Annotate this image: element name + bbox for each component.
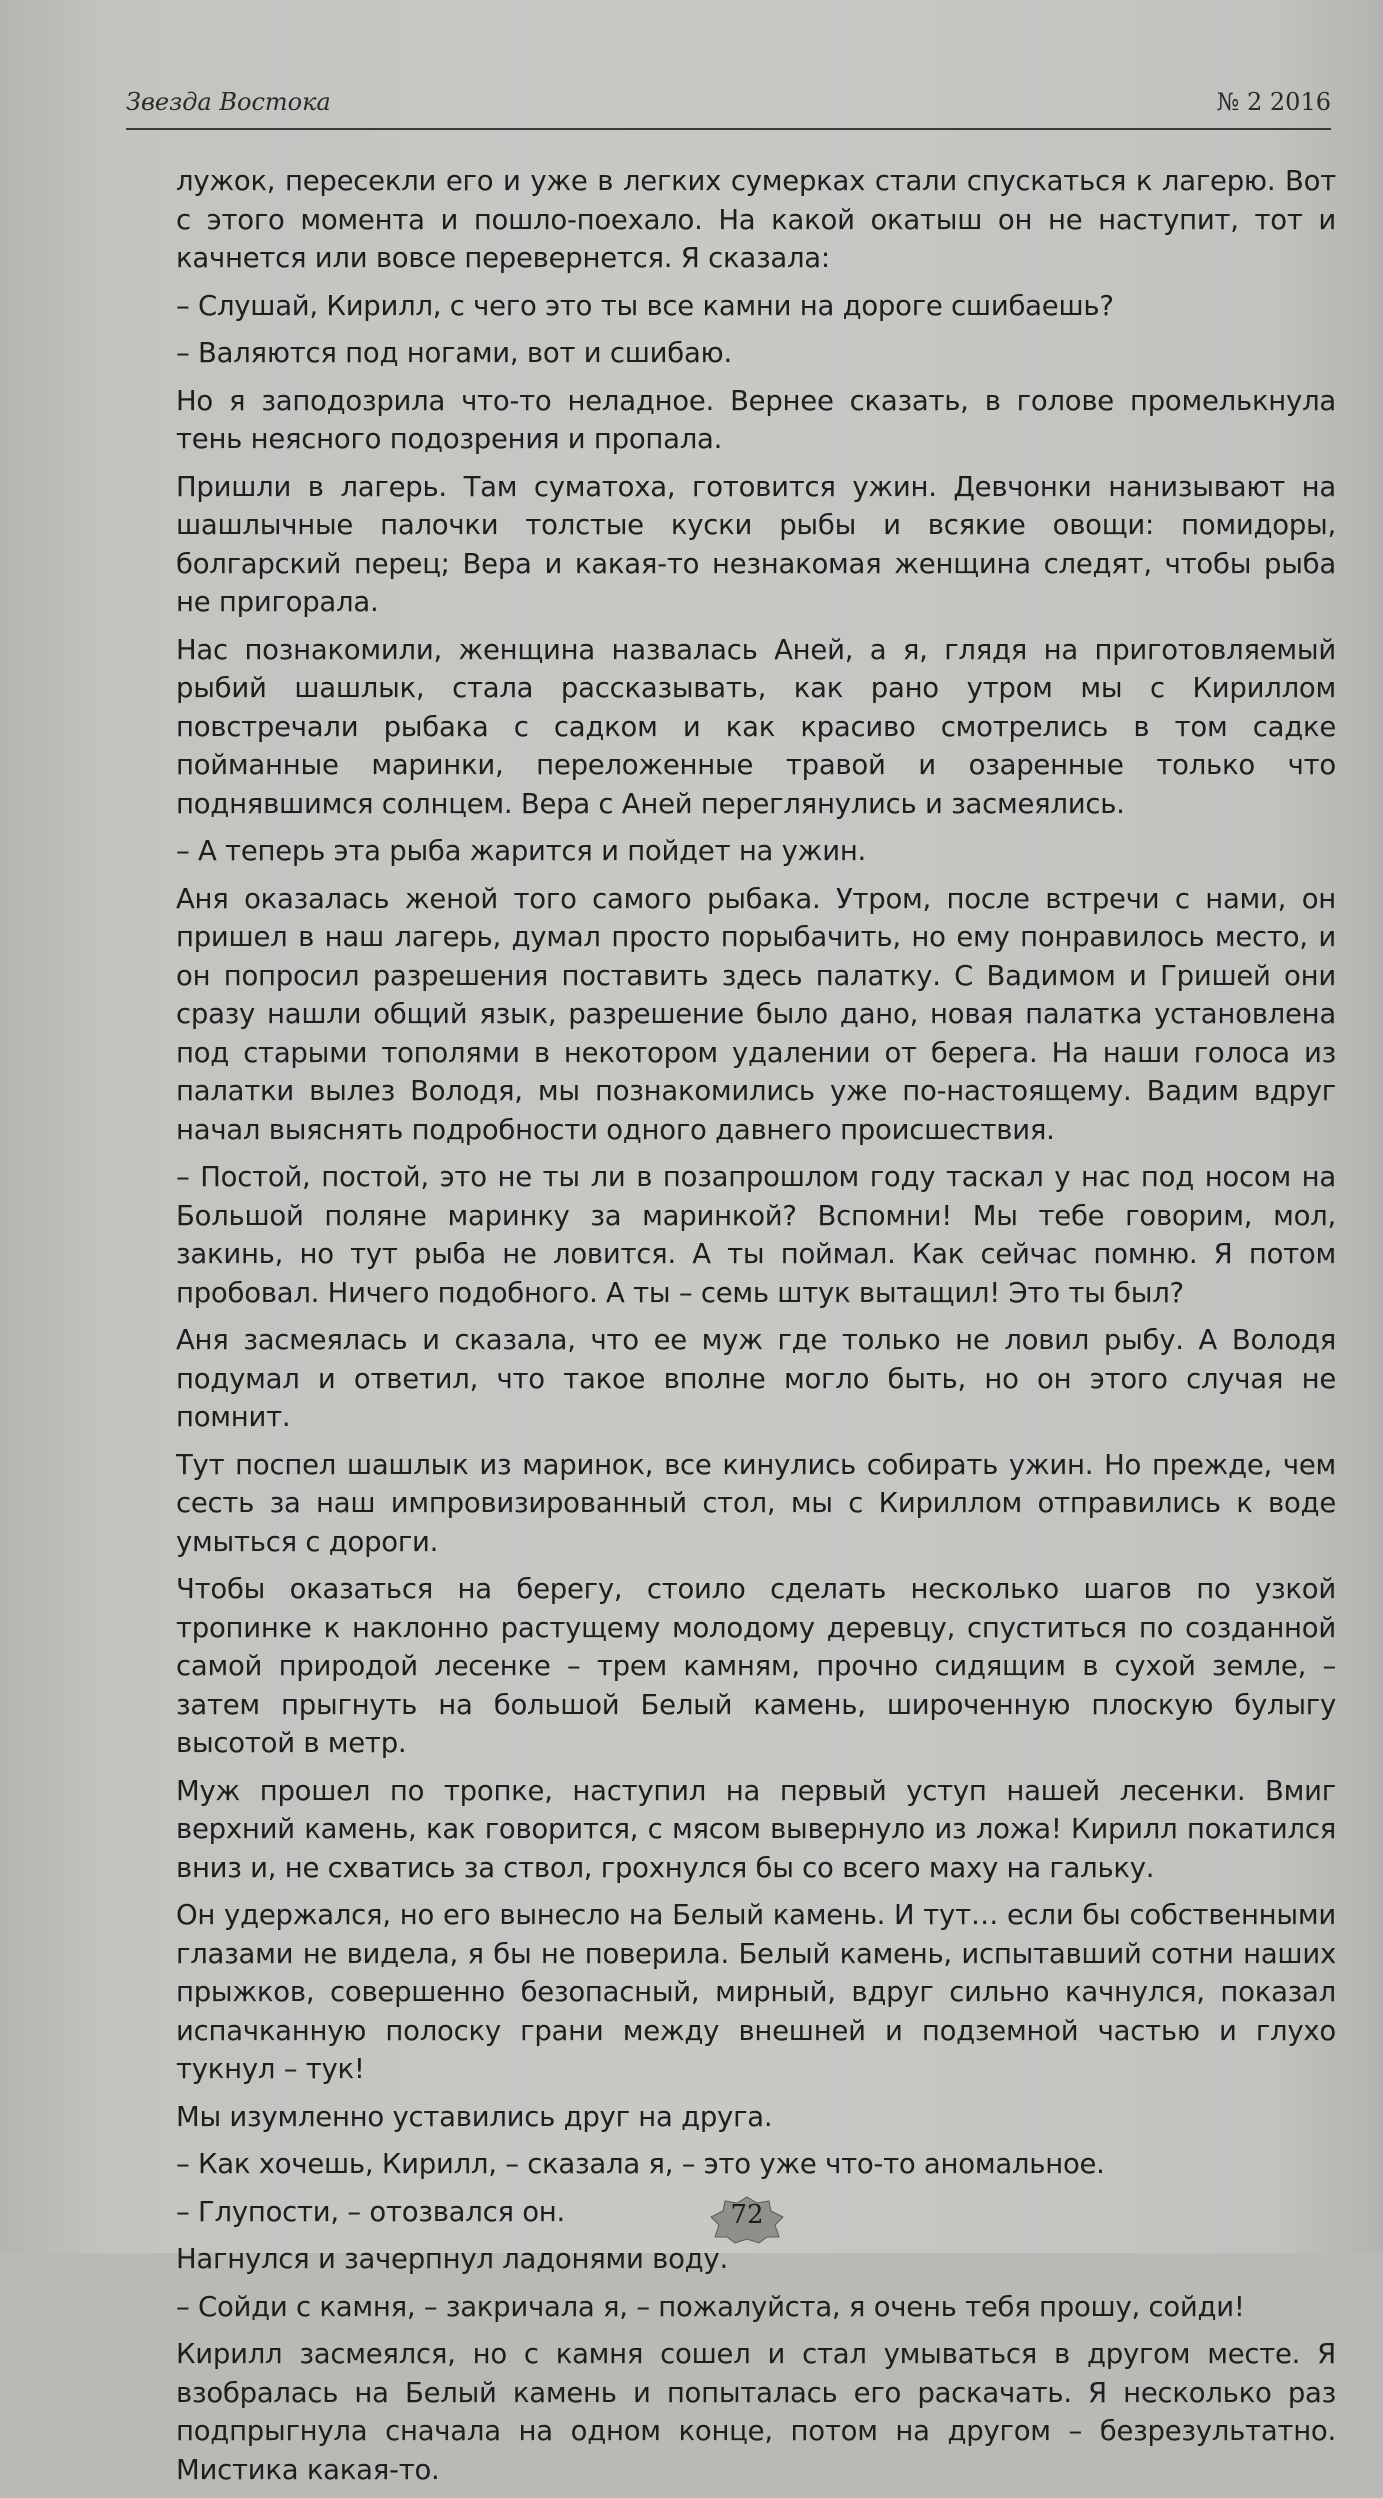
paragraph: Аня оказалась женой того самого рыбака. Утром, после встречи с нами, он пришел в наш лагерь, думал просто порыбачить, но ему понравилось место, и он попросил разрешения поставить здесь палатку. С Вадимом и Гришей они сразу нашли общий язык, разрешение было дано, новая палатка установлена под старыми тополями в некотором удалении от берега. На наши голоса из палатки вылез Володя, мы познакомились уже по-настоящему. Вадим вдруг начал выяснять подробности одного давнего происшествия.	[176, 882, 1336, 1146]
paragraph: Он удержался, но его вынесло на Белый камень. И тут… если бы собственными глазами не видела, я бы не поверила. Белый камень, испытавший сотни наших прыжков, совершенно безопасный, мирный, вдруг сильно качнулся, показал испачканную полоску грани между внешней и подземной частью и глухо тукнул – тук!	[176, 1899, 1336, 2085]
paragraph: Тут поспел шашлык из маринок, все кинулись собирать ужин. Но прежде, чем сесть за наш импровизированный стол, мы с Кириллом отправились к воде умыться с дороги.	[176, 1448, 1336, 1558]
article-body	[176, 162, 1336, 2498]
paragraph: – Постой, постой, это не ты ли в позапрошлом году таскал у нас под носом на Большой поляне маринку за маринкой? Вспомни! Мы тебе говорим, мол, закинь, но тут рыба не ловится. А ты поймал. Как сейчас помню. Я потом пробовал. Ничего подобного. А ты – семь штук вытащил! Это ты был?	[176, 1161, 1336, 1309]
journal-title: Звезда Востока	[126, 88, 331, 116]
paragraph: Муж прошел по тропке, наступил на первый уступ нашей лесенки. Вмиг верхний камень, как говорится, с мясом вывернуло из ложа! Кирилл покатился вниз и, не схватись за ствол, грохнулся бы со всего маху на гальку.	[176, 1774, 1336, 1884]
issue-number: № 2 2016	[1216, 88, 1331, 116]
paragraph: – А теперь эта рыба жарится и пойдет на ужин.	[176, 835, 867, 867]
paragraph: Но я заподозрила что-то неладное. Вернее сказать, в голове промелькнула тень неясного подозрения и пропала.	[176, 384, 1336, 455]
paragraph: Чтобы оказаться на берегу, стоило сделать несколько шагов по узкой тропинке к наклонно растущему молодому деревцу, спуститься по созданной самой природой лесенке – трем камням, прочно сидящим в сухой земле, – затем прыгнуть на большой Белый камень, широченную плоскую булыгу высотой в метр.	[176, 1573, 1336, 1759]
paragraph: – Сойди с камня, – закричала я, – пожалуйста, я очень тебя прошу, сойди!	[176, 2290, 1245, 2323]
paragraph: Нас познакомили, женщина назвалась Аней, а я, глядя на приготовляемый рыбий шашлык, стала рассказывать, как рано утром мы с Кириллом повстречали рыбака с садком и как красиво смотрелись в том садке пойманные маринки, переложенные травой и озаренные только что поднявшимся солнцем. Вера с Аней переглянулись и засмеялись.	[176, 633, 1336, 820]
paragraph: Нагнулся и зачерпнул ладонями воду.	[176, 2243, 728, 2275]
header-rule	[126, 128, 1331, 130]
paragraph: Кирилл засмеялся, но с камня сошел и стал умываться в другом месте. Я взобралась на Белый камень и попыталась его раскачать. Я несколько раз подпрыгнула сначала на одном конце, потом на другом – безрезультатно. Мистика какая-то.	[176, 2338, 1336, 2486]
paragraph: – Валяются под ногами, вот и сшибаю.	[176, 337, 732, 369]
paragraph: – Слушай, Кирилл, с чего это ты все камни на дороге сшибаешь?	[176, 289, 1114, 322]
paragraph: Аня засмеялась и сказала, что ее муж где только не ловил рыбу. А Володя подумал и ответил, что такое вполне могло быть, но он этого случая не помнит.	[176, 1324, 1336, 1433]
running-header	[126, 88, 1331, 122]
paragraph: Мы изумленно уставились друг на друга.	[176, 2100, 773, 2133]
paragraph: лужок, пересекли его и уже в легких сумерках стали спускаться к лагерю. Вот с этого момента и пошло-поехало. На какой окатыш он не наступит, тот и качнется или вовсе перевернется. Я сказала:	[176, 165, 1336, 274]
page-number: 72	[730, 2200, 764, 2230]
paragraph: – Глупости, – отозвался он.	[176, 2195, 566, 2228]
paragraph: Пришли в лагерь. Там суматоха, готовится ужин. Девчонки нанизывают на шашлычные палочки толстые куски рыбы и всякие овощи: помидоры, болгарский перец; Вера и какая-то незнакомая женщина следят, чтобы рыба не пригорала.	[176, 470, 1336, 618]
paragraph: – Как хочешь, Кирилл, – сказала я, – это уже что-то аномальное.	[176, 2148, 1105, 2180]
